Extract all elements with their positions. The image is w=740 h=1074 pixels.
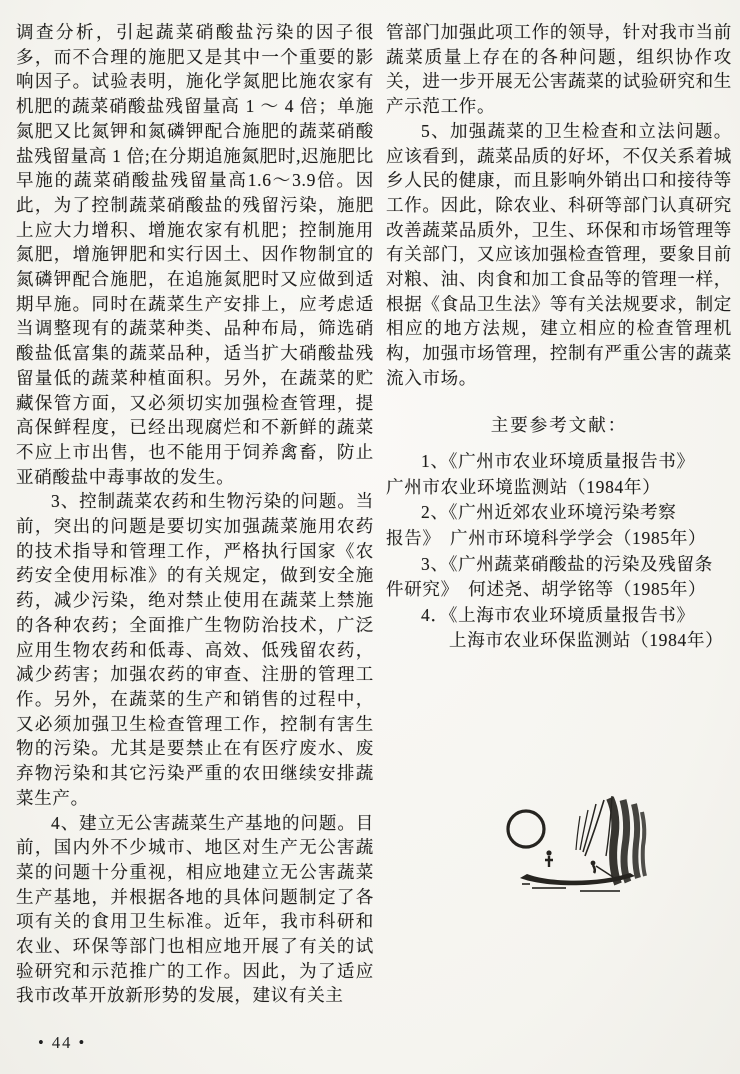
reference-3-line-2: 件研究》 何述尧、胡学铭等（1985年） (386, 579, 707, 600)
left-column (16, 20, 374, 1008)
reference-3-line-1: 3、《广州蔬菜硝酸盐的污染及残留条 (421, 553, 713, 574)
right-column (386, 20, 732, 654)
paragraph-section-4: 4、建立无公害蔬菜生产基地的问题。目前，国内外不少城市、地区对生产无公害蔬菜的问题十分重视，相应地建立无公害蔬菜生产基地，并根据各地的具体问题制定了各项有关的食用卫生标准。近年，我市科研和农业、环保等部门也相应地开展了有关的试验研究和示范推广的工作。因此，为了适应我市改革开放新形势的发展，建议有关主 (16, 812, 374, 1006)
boat-willow-moon-illustration (492, 790, 670, 905)
reference-2-line-2: 报告》 广州市环境科学学会（1985年） (386, 528, 707, 549)
reference-4-line-1: 4．《上海市农业环境质量报告书》 (421, 604, 695, 625)
paragraph-continuation: 调查分析，引起蔬菜硝酸盐污染的因子很多，而不合理的施肥又是其中一个重要的影响因子。试验表明，施化学氮肥比施农家有机肥的蔬菜硝酸盐残留量高 1 ～ 4 倍；单施氮肥又比氮钾和氮磷钾配合施肥的蔬菜硝酸盐残留量高 1 倍;在分期追施氮肥时,迟施肥比早施的蔬菜硝酸盐残留量高1.6～3.9倍。因此，为了控制蔬菜硝酸盐的残留污染，施肥上应大力增积、增施农家有机肥；控制施用氮肥，增施钾肥和实行因土、因作物制宜的氮磷钾配合施肥，在追施氮肥时又应做到适期早施。同时在蔬菜生产安排上，应考虑适当调整现有的蔬菜种类、品种布局，筛选硝酸盐低富集的蔬菜品种，适当扩大硝酸盐残留量低的蔬菜种植面积。另外，在蔬菜的贮藏保管方面，又必须切实加强检查管理，提高保鲜程度，已经出现腐烂和不新鲜的蔬菜不应上市出售，也不能用于饲养禽畜，防止亚硝酸盐中毒事故的发生。 (16, 22, 374, 487)
references-heading: 主要参考文献： (490, 414, 628, 435)
reference-1-line-2: 广州市农业环境监测站（1984年） (386, 476, 661, 497)
paragraph-section-3: 3、控制蔬菜农药和生物污染的问题。当前，突出的问题是要切实加强蔬菜施用农药的技术指导和管理工作，严格执行国家《农药安全使用标准》的有关规定，做到安全施药，减少污染，绝对禁止使用在蔬菜上禁施的各种农药；全面推广生物防治技术，广泛应用生物农药和低毒、高效、低残留农药，减少药害；加强农药的审查、注册的管理工作。另外，在蔬菜的生产和销售的过程中，又必须加强卫生检查管理工作，控制有害生物的污染。尤其是要禁止在有医疗废水、废弃物污染和其它污染严重的农田继续安排蔬菜生产。 (16, 491, 374, 808)
reference-1-line-1: 1、《广州市农业环境质量报告书》 (421, 451, 695, 472)
page-number: • 44 • (38, 1033, 87, 1052)
references-list (386, 449, 732, 654)
reference-4-line-2: 上海市农业环保监测站（1984年） (449, 630, 724, 651)
paragraph-continuation-right: 管部门加强此项工作的领导，针对我市当前蔬菜质量上存在的各种问题，组织协作攻关，进一步开展无公害蔬菜的试验研究和生产示范工作。 (386, 22, 732, 117)
paragraph-section-5: 5、加强蔬菜的卫生检查和立法问题。应该看到，蔬菜品质的好坏，不仅关系着城乡人民的健康，而且影响外销出口和接待等工作。因此，除农业、科研等部门认真研究改善蔬菜品质外，卫生、环保和市场管理等有关部门，又应该加强检查管理，要象目前对粮、油、肉食和加工食品等的管理一样，根据《食品卫生法》等有关法规要求，制定相应的地方法规，建立相应的检查管理机构，加强市场管理，控制有严重公害的蔬菜流入市场。 (386, 120, 732, 388)
reference-2-line-1: 2、《广州近郊农业环境污染考察 (421, 502, 677, 523)
